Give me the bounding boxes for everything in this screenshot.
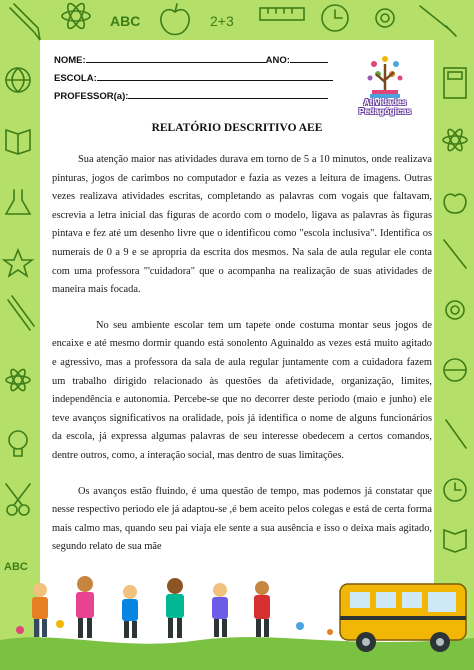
tree-books-icon <box>350 52 420 100</box>
school-field[interactable] <box>97 70 333 81</box>
child-figure <box>76 576 94 638</box>
name-label: NOME: <box>54 55 86 66</box>
name-row <box>54 52 334 70</box>
pencil-icon <box>8 296 34 330</box>
child-figure <box>122 585 138 638</box>
school-scene-illustration <box>0 560 474 670</box>
child-figure <box>166 578 184 638</box>
gear-icon <box>446 301 464 319</box>
school-label: ESCOLA: <box>54 73 97 84</box>
paragraph-3: Os avanços estão fluindo, é uma questão de tempo, mas podemos já constatar que nesse respectivo periodo ele já adaptou-se ,é bem aceito pelos colegas e está de certa forma mais calmo mas, quando seu pai viaja ele sente a sua ausência e isso o deixa mais agitado, segundo relato de sua mãe <box>52 485 432 553</box>
atom-icon <box>6 368 30 393</box>
teacher-row <box>54 88 334 106</box>
paragraph-1: Sua atenção maior nas atividades durava em torno de 5 a 10 minutos, onde realizava pinturas, jogos de carimbos no computador e fazia as vezes a leitura de imagens. Outras vezes realizava atividades escritas, completando as palavras com vogais que faltavam, escrevia a letra inicial das figuras de acordo com o modelo, ligava as palavras às figuras pintava e fez até um desenho livre que o identificou como "escola inclusiva". Identifica os numerais de 0 a 9 e se apropria da escrita dos mesmos. Na sala de aula regular ele conta com uma professora "'cuidadora" que o acompanha na realização de suas atividades de maneira mais focada. <box>52 154 432 296</box>
clock-icon <box>322 5 348 31</box>
atom-icon <box>443 128 467 153</box>
student-header <box>54 52 334 106</box>
calculator-icon <box>444 68 466 98</box>
gear-icon <box>376 9 394 27</box>
clock-icon <box>444 479 466 501</box>
pencil-icon <box>446 420 466 448</box>
paint-brush-icon <box>444 240 466 268</box>
school-bus-icon <box>340 584 466 652</box>
svg-text:ABC: ABC <box>110 13 141 29</box>
book-icon <box>444 530 466 552</box>
math-doodle <box>210 13 234 29</box>
apple-icon <box>444 194 466 213</box>
teacher-field[interactable] <box>128 88 328 99</box>
svg-text:ABC: ABC <box>4 561 28 573</box>
report-title: RELATÓRIO DESCRITIVO AEE <box>151 122 323 134</box>
children-walking <box>32 576 270 638</box>
logo-line-1: Atividades <box>363 97 407 107</box>
paint-brush-icon <box>420 6 456 36</box>
book-icon <box>6 130 30 154</box>
child-figure <box>32 583 48 637</box>
lightbulb-icon <box>9 431 27 456</box>
flowers-decoration <box>16 620 333 635</box>
teacher-label: PROFESSOR(a): <box>54 91 129 102</box>
abc-doodle <box>110 13 140 29</box>
flask-icon <box>6 190 30 214</box>
logo-text <box>350 98 420 116</box>
atividades-pedagogicas-logo <box>350 52 420 124</box>
svg-text:2+3: 2+3 <box>210 13 234 29</box>
pencil-icon <box>10 4 40 40</box>
report-body <box>52 151 432 574</box>
globe-icon <box>444 359 466 381</box>
globe-icon <box>6 68 30 92</box>
star-icon <box>4 250 32 276</box>
paragraph-2: No seu ambiente escolar tem um tapete onde costuma montar seus jogos de encaixe e até mesmo dormir quando está sonolento Aguinaldo as vezes está muito agitado e agressivo, mas a professora da sala de aula regular juntamente com a cuidadora fazem um trabalho dirigido relacionado às questões da afetividade, organização, limites, independência e autonomia. Percebe-se que no decorrer deste periodo (maio e junho) ele teve avanços significativos na oralidade, pois já identifica o nome de alguns funcionários da escola, já expressa algumas palavras de seu interesse obedecem a certos comandos, dentre outros, como, a interação social, mas dentro de suas limitações. <box>52 319 432 461</box>
logo-line-2: Pedagógicas <box>358 106 412 116</box>
child-figure <box>212 583 228 637</box>
atom-icon <box>62 1 90 30</box>
apple-icon <box>161 4 189 35</box>
ruler-icon <box>260 8 304 20</box>
child-figure <box>254 581 270 637</box>
name-field[interactable] <box>86 52 266 63</box>
report-sheet <box>40 40 434 650</box>
school-row <box>54 70 334 88</box>
year-label: ANO: <box>265 55 290 66</box>
year-field[interactable] <box>290 52 328 63</box>
scissors-icon <box>6 484 30 515</box>
